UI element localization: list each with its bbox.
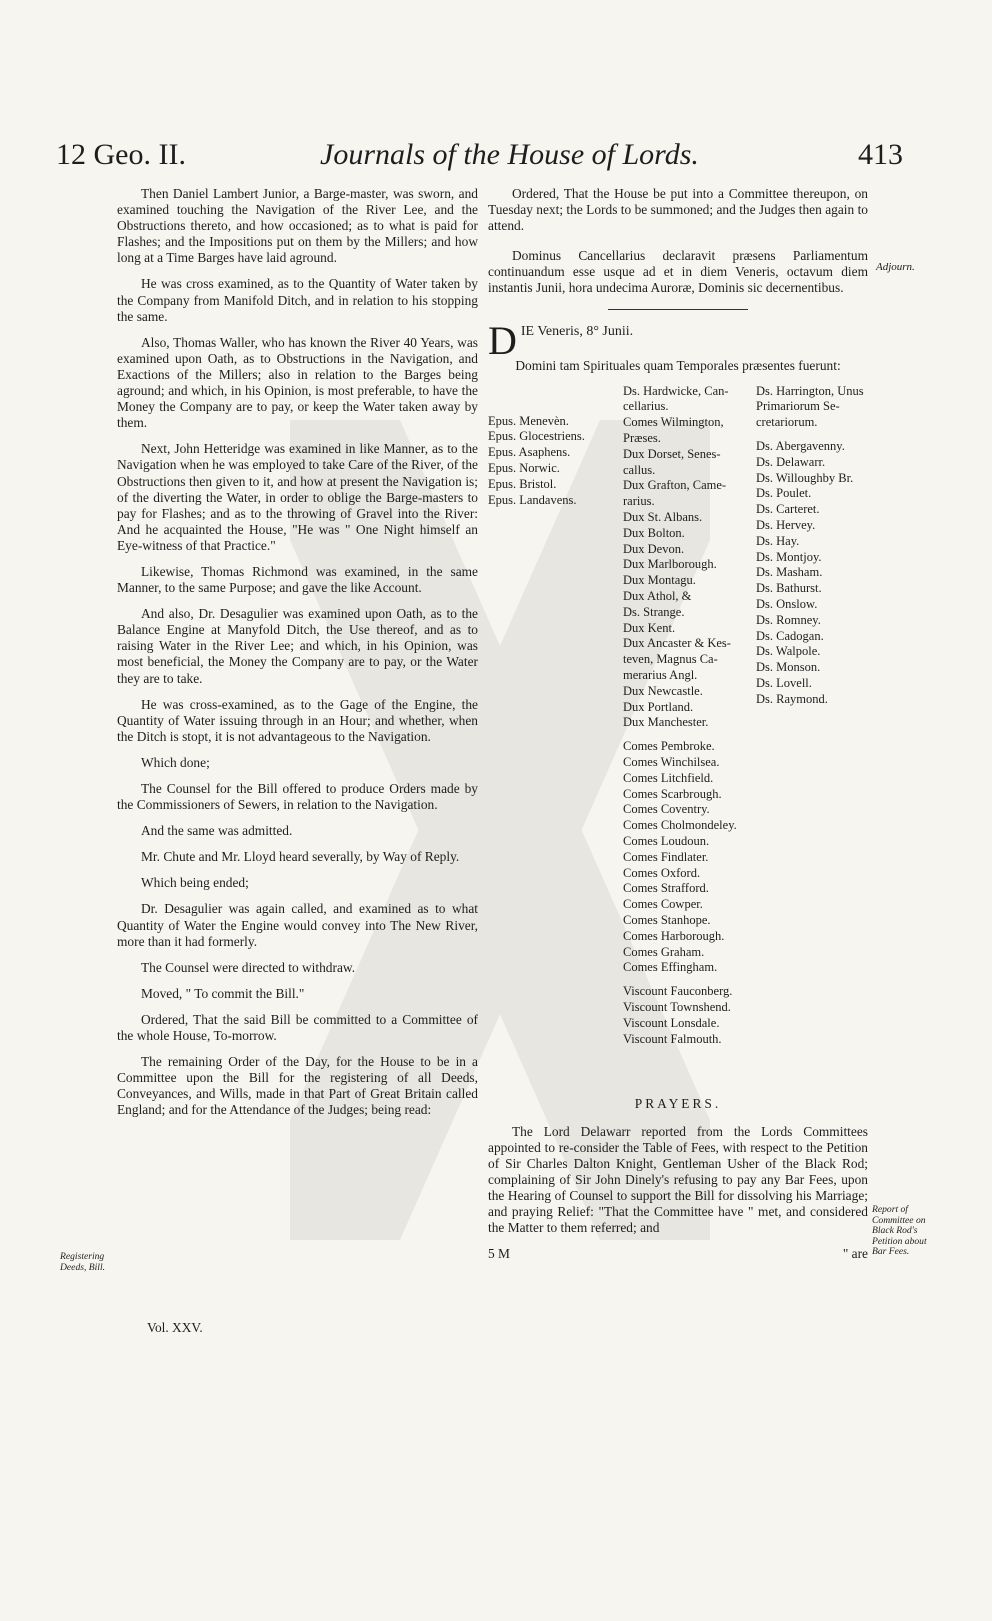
margin-note-adjourn: Adjourn.: [876, 261, 915, 273]
paragraph: He was cross examined, as to the Quantity of Water taken by the Company from Manifold Ditch, and in relation to his stopping the same.: [117, 276, 478, 324]
attendee-line: Comes Harborough.: [623, 928, 725, 943]
adjournment-paragraph: Dominus Cancellarius declaravit præsens Parliamentum continuandum esse usque ad et in diem Veneris, octavum diem instantis Junii, hora undecima Auroræ, Dominis sic decernentibus.: [488, 248, 868, 296]
attendance-heading: Domini tam Spirituales quam Temporales præsentes fuerunt:: [515, 357, 841, 373]
attendance-bishops: [488, 414, 608, 509]
header-regnal-year: 12 Geo. II.: [56, 138, 186, 171]
attendee-line: Comes Loudoun.: [623, 833, 710, 848]
attendee-line: Ds. Willoughby Br.: [756, 470, 854, 485]
attendee-line: rarius.: [623, 494, 655, 509]
attendee-line: Dux Portland.: [623, 699, 694, 714]
attendee-line: Ds. Strange.: [623, 604, 685, 619]
paragraph: He was cross-examined, as to the Gage of the Engine, the Quantity of Water issuing through in an Hour; and whether, when the Ditch is stopt, it is not advantageous to the Navigation.: [117, 696, 478, 744]
attendee-line: Epus. Landavens.: [488, 492, 577, 507]
attendee-line: Comes Cholmondeley.: [623, 818, 737, 833]
attendee-line: Primariorum Se-: [756, 399, 840, 414]
attendee-line: Dux Montagu.: [623, 573, 696, 588]
attendee-line: Dux Manchester.: [623, 715, 709, 730]
attendee-line: Comes Pembroke.: [623, 739, 715, 754]
attendee-line: Dux St. Albans.: [623, 510, 703, 525]
attendee-line: Ds. Masham.: [756, 565, 823, 580]
attendee-line: Dux Marlborough.: [623, 557, 717, 572]
attendee-line: Ds. Lovell.: [756, 676, 812, 690]
attendee-line: Comes Wilmington,: [623, 415, 724, 430]
catchword: " are: [842, 1246, 868, 1262]
attendee-line: Præses.: [623, 431, 661, 446]
attendee-line: Ds. Monson.: [756, 660, 821, 675]
section-rule: [608, 309, 748, 310]
paragraph: Also, Thomas Waller, who has known the River 40 Years, was examined upon Oath, as to Obstructions in the Navigation, and Exactions of the Millers; also in relation to the Barges being aground; and which, in his Opinion, is most preferable, to have the Money the Company are to pay, or keep the Water taken away by them.: [117, 334, 478, 431]
attendee-line: Comes Effingham.: [623, 960, 718, 975]
catchline: [488, 1246, 868, 1262]
attendance-peers: [623, 384, 753, 1048]
attendee-line: Ds. Abergavenny.: [756, 439, 845, 454]
attendee-line: Dux Grafton, Came-: [623, 478, 727, 493]
paragraph: Likewise, Thomas Richmond was examined, in the same Manner, to the same Purpose; and gave the like Account.: [117, 563, 478, 596]
paragraph: Which being ended;: [141, 875, 249, 891]
paragraph: Ordered, That the House be put into a Committee thereupon, on Tuesday next; the Lords to be summoned; and the Judges then again to attend.: [488, 186, 868, 234]
paragraph: The Counsel for the Bill offered to produce Orders made by the Commissioners of Sewers, in relation to the Navigation.: [117, 781, 478, 813]
day-heading: [488, 317, 868, 363]
attendee-line: Epus. Menevèn.: [488, 413, 569, 428]
paragraph: Next, John Hetteridge was examined in like Manner, as to the Navigation when he was employed to take Care of the River, of the Obstructions then given to it, and how at present the Navigation is; of the diverting the Water, in order to oblige the Barge-masters to pay for Flashes; and as to the throwing of Gravel into the River: And he acquainted the House, "He was " One Night himself an Eye-witness of that Practice.": [117, 441, 478, 553]
attendee-line: Dux Ancaster & Kes-: [623, 636, 731, 651]
attendee-line: Dux Devon.: [623, 541, 685, 556]
attendee-line: Viscount Falmouth.: [623, 1031, 722, 1046]
attendee-line: teven, Magnus Ca-: [623, 652, 718, 667]
attendee-line: Dux Athol, &: [623, 589, 692, 604]
attendee-line: Ds. Walpole.: [756, 644, 821, 659]
paragraph: Ordered, That the said Bill be committed to a Committee of the whole House, To-morrow.: [117, 1011, 478, 1044]
attendee-line: Comes Stanhope.: [623, 912, 711, 927]
attendee-line: Ds. Harrington, Unus: [756, 383, 864, 398]
paragraph: And the same was admitted.: [141, 823, 293, 839]
attendee-line: Viscount Townshend.: [623, 999, 731, 1014]
paragraph: Mr. Chute and Mr. Lloyd heard severally, by Way of Reply.: [141, 849, 460, 865]
attendee-line: callus.: [623, 462, 656, 477]
paragraph: And also, Dr. Desagulier was examined upon Oath, as to the Balance Engine at Manyfold Ditch, the Use thereof, and as to raising Water in the River Lee; and which, in his Opinion, was most beneficial, the Money the Company are to pay, or the Water they are to take.: [117, 606, 478, 686]
paragraph: The remaining Order of the Day, for the House to be in a Committee upon the Bill for the registering of all Deeds, Conveyances, and Wills, made in that Part of Great Britain called England; and for the Attendance of the Judges; being read:: [117, 1054, 478, 1118]
attendee-line: Dux Bolton.: [623, 525, 685, 540]
attendee-line: Epus. Norwic.: [488, 461, 560, 476]
paragraph: Which done;: [141, 754, 210, 770]
attendance-barons: [756, 384, 891, 708]
attendee-line: Ds. Delawarr.: [756, 454, 826, 469]
attendee-line: Epus. Glocestriens.: [488, 429, 585, 444]
paragraph: Then Daniel Lambert Junior, a Barge-master, was sworn, and examined touching the Navigation of the River Lee, and the Obstructions thereto, and how occasioned; as to what is paid for Flashes; and the Impositions put on them by the Millers; and how long at a Time Barges have laid aground.: [117, 186, 478, 266]
margin-note-registering-deeds: Registering Deeds, Bill.: [60, 1251, 106, 1273]
report-paragraph: The Lord Delawarr reported from the Lords Committees appointed to re-consider the Table of Fees, with respect to the Petition of Sir Charles Dalton Knight, Gentleman Usher of the Black Rod; complaining of Sir John Dinely's refusing to pay any Bar Fees, upon the Hearing of Counsel to support the Bill for dissolving his Marriage; and praying Relief: "That the Committee have " met, and considered the Matter to them referred; and: [488, 1123, 868, 1236]
prayers-heading: PRAYERS.: [634, 1095, 722, 1111]
attendee-line: Comes Cowper.: [623, 897, 703, 912]
attendee-line: Dux Newcastle.: [623, 683, 703, 698]
attendee-line: Comes Winchilsea.: [623, 754, 720, 769]
attendee-line: Viscount Fauconberg.: [623, 984, 733, 999]
paragraph: Moved, " To commit the Bill.": [141, 985, 305, 1001]
right-column: [488, 186, 868, 1262]
drop-cap: D: [488, 317, 517, 363]
attendee-line: Comes Oxford.: [623, 865, 701, 880]
attendee-line: Viscount Lonsdale.: [623, 1015, 720, 1030]
attendee-line: Ds. Romney.: [756, 612, 821, 627]
attendee-line: Comes Coventry.: [623, 802, 710, 817]
attendee-line: Dux Dorset, Senes-: [623, 446, 721, 461]
attendee-line: cellarius.: [623, 399, 669, 414]
attendee-line: Ds. Hay.: [756, 533, 800, 548]
day-heading-text: IE Veneris, 8° Junii.: [520, 323, 634, 339]
attendee-line: Epus. Bristol.: [488, 476, 557, 491]
paragraph: The Counsel were directed to withdraw.: [141, 959, 356, 975]
attendee-line: merarius Angl.: [623, 668, 698, 682]
attendee-line: Ds. Raymond.: [756, 691, 828, 706]
attendee-line: Ds. Poulet.: [756, 486, 812, 501]
attendee-line: Dux Kent.: [623, 620, 676, 635]
attendee-line: Ds. Onslow.: [756, 597, 818, 612]
attendee-line: Comes Litchfield.: [623, 770, 714, 785]
attendee-line: Ds. Hervey.: [756, 518, 816, 533]
volume-label: Vol. XXV.: [147, 1320, 203, 1335]
attendee-line: cretariorum.: [756, 415, 818, 430]
attendee-line: Ds. Montjoy.: [756, 549, 822, 564]
attendee-line: Ds. Bathurst.: [756, 581, 822, 596]
attendee-line: Comes Graham.: [623, 944, 705, 959]
left-column: [117, 186, 478, 1129]
margin-note-report: Report of Committee on Black Rod's Petition about Bar Fees.: [872, 1204, 927, 1257]
attendance-list: [488, 384, 868, 1074]
paragraph: Dr. Desagulier was again called, and examined as to what Quantity of Water the Engine would convey into The New River, more than it had formerly.: [117, 901, 478, 949]
attendee-line: Comes Findlater.: [623, 849, 709, 864]
attendee-line: Epus. Asaphens.: [488, 445, 571, 460]
attendee-line: Comes Scarbrough.: [623, 786, 722, 801]
header-title: Journals of the House of Lords.: [320, 138, 699, 171]
attendee-line: Ds. Carteret.: [756, 502, 820, 517]
signature-mark: 5 M: [488, 1246, 510, 1262]
attendee-line: Ds. Cadogan.: [756, 628, 824, 643]
header-page-number: 413: [858, 138, 903, 171]
attendee-line: Comes Strafford.: [623, 881, 709, 896]
attendee-line: Ds. Hardwicke, Can-: [623, 383, 729, 398]
